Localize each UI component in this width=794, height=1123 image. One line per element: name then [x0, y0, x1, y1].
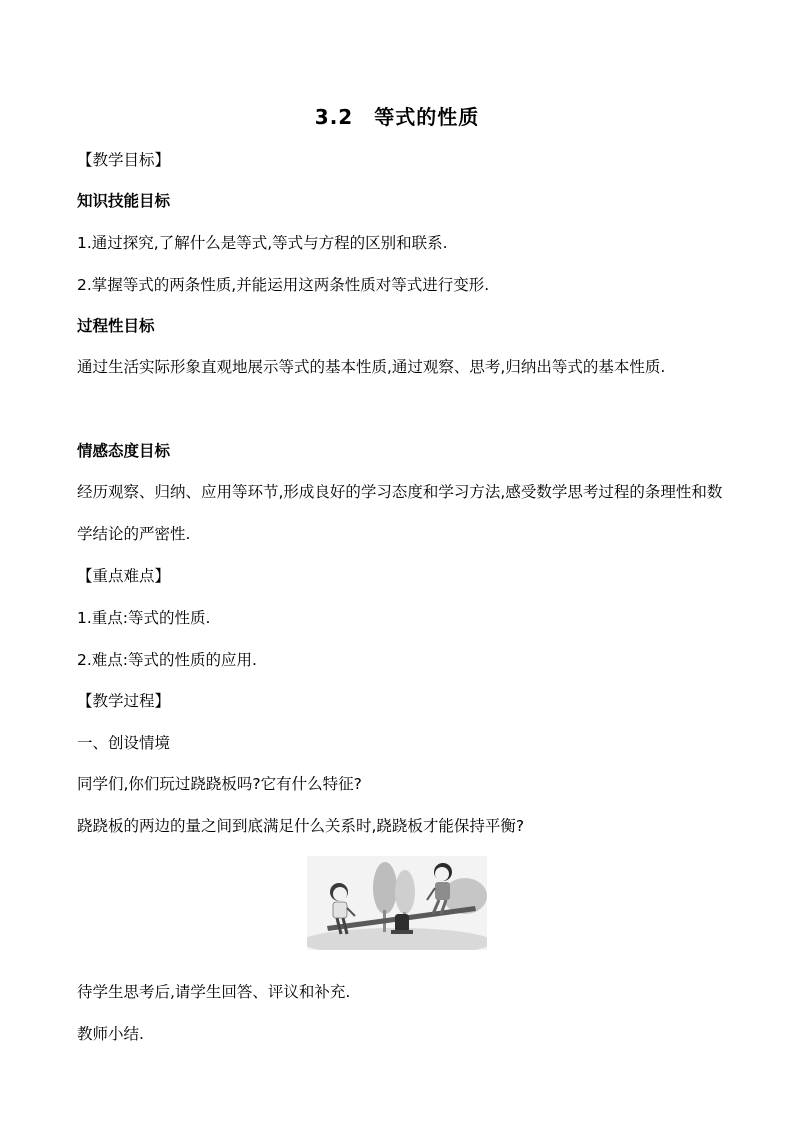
key-item-1: 1.重点:等式的性质. — [77, 609, 211, 627]
key-item-2: 2.难点:等式的性质的应用. — [77, 651, 257, 669]
subheader-knowledge: 知识技能目标 — [77, 192, 171, 210]
section-header-key: 【重点难点】 — [77, 567, 171, 585]
question-2: 跷跷板的两边的量之间到底满足什么关系时,跷跷板才能保持平衡? — [77, 817, 525, 835]
after-text-2: 教师小结. — [77, 1025, 144, 1043]
knowledge-item-1: 1.通过探究,了解什么是等式,等式与方程的区别和联系. — [77, 234, 448, 252]
section-header-process-steps: 【教学过程】 — [77, 692, 171, 710]
seesaw-children-illustration — [307, 856, 487, 950]
knowledge-item-2: 2.掌握等式的两条性质,并能运用这两条性质对等式进行变形. — [77, 276, 490, 294]
question-1: 同学们,你们玩过跷跷板吗?它有什么特征? — [77, 775, 362, 793]
after-text-1: 待学生思考后,请学生回答、评议和补充. — [77, 983, 351, 1001]
step1-header: 一、创设情境 — [77, 734, 171, 752]
process-paragraph: 通过生活实际形象直观地展示等式的基本性质,通过观察、思考,归纳出等式的基本性质. — [77, 358, 666, 376]
emotion-paragraph: 经历观察、归纳、应用等环节,形成良好的学习态度和学习方法,感受数学思考过程的条理性和数学结论的严密性. — [77, 483, 723, 543]
section-header-goals: 【教学目标】 — [77, 151, 171, 169]
page-title: 3.2 等式的性质 — [314, 105, 480, 129]
subheader-process: 过程性目标 — [77, 317, 155, 335]
subheader-emotion: 情感态度目标 — [77, 442, 171, 460]
